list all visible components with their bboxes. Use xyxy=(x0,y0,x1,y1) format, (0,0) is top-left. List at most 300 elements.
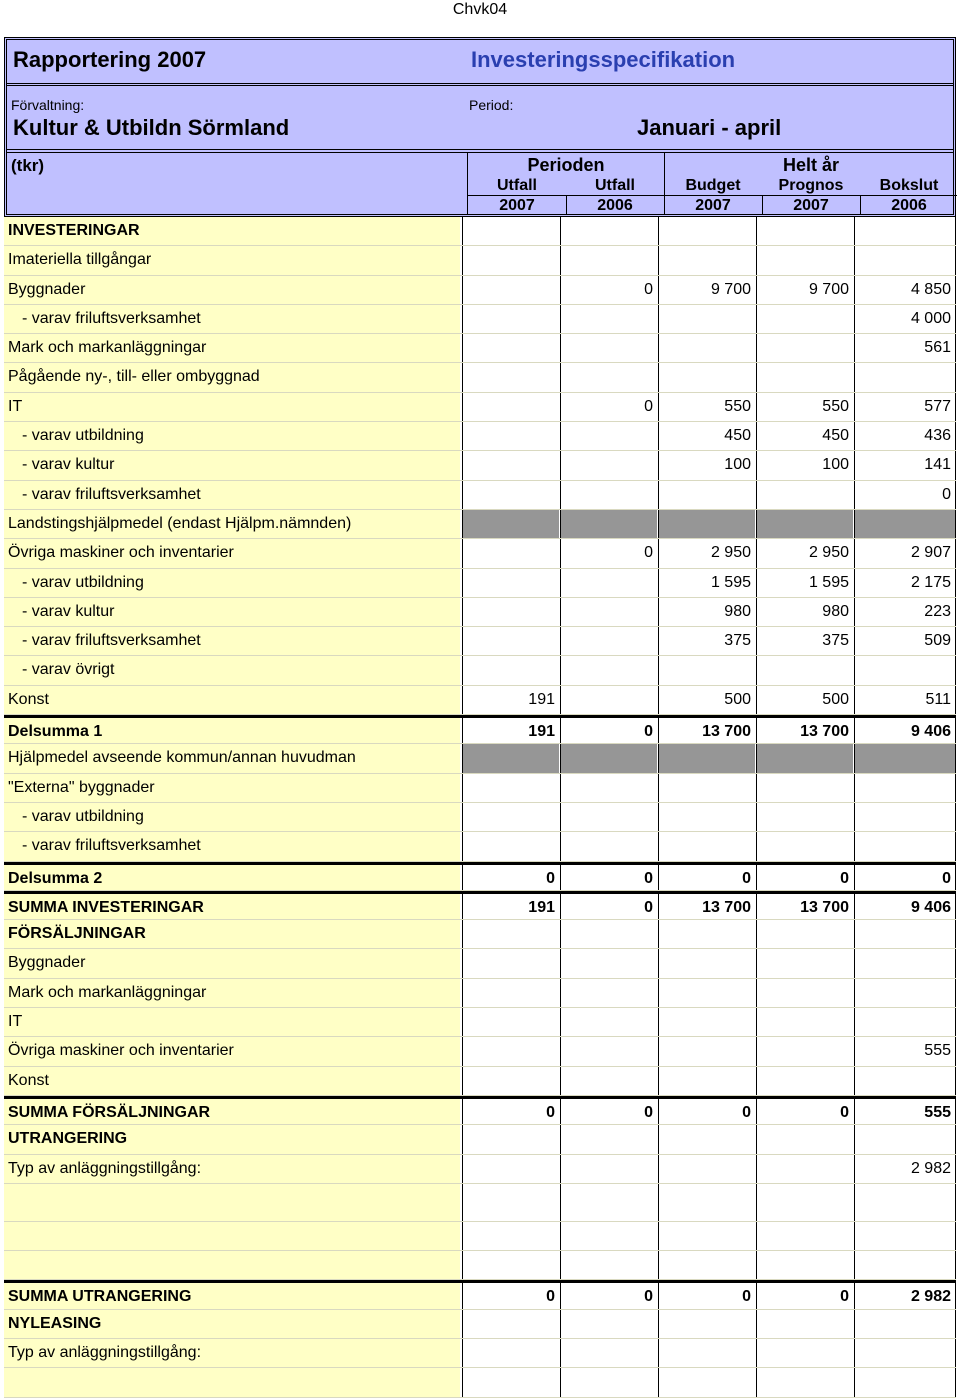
row-label: IT xyxy=(4,1008,460,1036)
row-label: UTRANGERING xyxy=(4,1125,460,1153)
table-cell[interactable] xyxy=(462,744,559,772)
table-row xyxy=(4,1368,956,1397)
col-header-year: 2007 xyxy=(695,197,731,214)
table-cell[interactable] xyxy=(854,1222,956,1250)
table-cell[interactable] xyxy=(462,598,559,626)
row-cells xyxy=(462,246,956,274)
row-label: Landstingshjälpmedel (endast Hjälpm.nämnden) xyxy=(4,510,460,538)
table-cell[interactable] xyxy=(854,1067,956,1095)
row-cells xyxy=(462,656,956,684)
table-row xyxy=(4,481,956,510)
table-cell[interactable]: 2 950 xyxy=(658,539,755,567)
table-cell[interactable] xyxy=(560,803,657,831)
table-cell[interactable] xyxy=(658,1155,755,1183)
table-cell[interactable]: 0 xyxy=(854,481,956,509)
table-cell[interactable] xyxy=(462,656,559,684)
table-cell[interactable] xyxy=(756,1251,853,1279)
row-cells xyxy=(462,865,956,890)
table-cell[interactable]: 550 xyxy=(658,393,755,421)
table-cell[interactable]: 13 700 xyxy=(658,894,755,919)
table-cell[interactable]: 0 xyxy=(560,865,657,890)
col-header-name: Prognos xyxy=(778,177,844,194)
row-cells xyxy=(462,949,956,977)
table-cell[interactable]: 450 xyxy=(658,422,755,450)
row-label: - varav friluftsverksamhet xyxy=(4,305,460,333)
table-cell[interactable] xyxy=(854,774,956,802)
table-cell[interactable] xyxy=(756,979,853,1007)
col-header-name: Bokslut xyxy=(879,177,939,194)
row-cells xyxy=(462,718,956,743)
table-cell[interactable] xyxy=(658,305,755,333)
table-cell[interactable] xyxy=(756,334,853,362)
table-cell[interactable]: 561 xyxy=(854,334,956,362)
table-row xyxy=(4,305,956,334)
table-cell[interactable]: 980 xyxy=(756,598,853,626)
table-cell[interactable] xyxy=(560,569,657,597)
table-cell[interactable] xyxy=(560,1067,657,1095)
table-cell[interactable] xyxy=(560,1368,657,1396)
sheet-tab-title: Chvk04 xyxy=(452,1,508,18)
table-cell[interactable] xyxy=(756,774,853,802)
col-header-year: 2007 xyxy=(499,197,535,214)
table-row xyxy=(4,510,956,539)
table-cell[interactable] xyxy=(854,949,956,977)
row-cells xyxy=(462,1368,956,1396)
table-cell[interactable]: 555 xyxy=(854,1037,956,1065)
row-cells xyxy=(462,1283,956,1308)
table-row xyxy=(4,803,956,832)
table-cell[interactable] xyxy=(756,217,853,245)
header-divider xyxy=(468,195,957,196)
table-cell[interactable] xyxy=(756,1037,853,1065)
table-cell[interactable]: 0 xyxy=(560,718,657,743)
table-cell[interactable] xyxy=(462,276,559,304)
table-cell[interactable]: 1 595 xyxy=(658,569,755,597)
table-cell[interactable] xyxy=(560,832,657,860)
forvaltning-label: Förvaltning: xyxy=(11,97,85,113)
row-label: - varav friluftsverksamhet xyxy=(4,481,460,509)
table-cell[interactable] xyxy=(756,832,853,860)
table-cell[interactable] xyxy=(658,1310,755,1338)
table-cell[interactable]: 9 406 xyxy=(854,718,956,743)
table-cell[interactable] xyxy=(658,217,755,245)
table-cell[interactable] xyxy=(560,774,657,802)
table-cell[interactable] xyxy=(462,979,559,1007)
table-cell[interactable]: 0 xyxy=(560,1099,657,1124)
table-cell[interactable] xyxy=(658,1008,755,1036)
table-cell[interactable] xyxy=(462,510,559,538)
table-cell[interactable] xyxy=(756,1125,853,1153)
row-label: Hjälpmedel avseende kommun/annan huvudman xyxy=(4,744,460,772)
row-cells xyxy=(462,744,956,772)
row-label xyxy=(4,1368,460,1396)
table-cell[interactable] xyxy=(658,920,755,948)
table-cell[interactable] xyxy=(560,1184,657,1221)
report-title: Rapportering 2007 xyxy=(13,47,207,72)
table-cell[interactable]: 500 xyxy=(658,686,755,714)
table-cell[interactable] xyxy=(756,1310,853,1338)
table-cell[interactable] xyxy=(462,1155,559,1183)
table-cell[interactable]: 500 xyxy=(756,686,853,714)
table-cell[interactable] xyxy=(462,363,559,391)
table-cell[interactable] xyxy=(756,1155,853,1183)
table-cell[interactable] xyxy=(756,1008,853,1036)
table-cell[interactable] xyxy=(560,979,657,1007)
row-cells xyxy=(462,422,956,450)
table-cell[interactable]: 0 xyxy=(560,1283,657,1308)
table-cell[interactable] xyxy=(756,920,853,948)
col-header-name: Budget xyxy=(685,177,741,194)
table-cell[interactable] xyxy=(560,744,657,772)
table-cell[interactable]: 191 xyxy=(462,894,559,919)
table-cell[interactable] xyxy=(658,481,755,509)
table-cell[interactable] xyxy=(658,1251,755,1279)
table-cell[interactable] xyxy=(756,510,853,538)
row-label: Delsumma 2 xyxy=(4,865,460,890)
row-cells xyxy=(462,832,956,860)
table-cell[interactable] xyxy=(462,774,559,802)
col-header-year: 2006 xyxy=(597,197,633,214)
table-cell[interactable] xyxy=(560,1339,657,1367)
table-cell[interactable] xyxy=(854,1368,956,1396)
row-label: Mark och markanläggningar xyxy=(4,334,460,362)
table-cell[interactable]: 0 xyxy=(462,865,559,890)
table-cell[interactable] xyxy=(756,1184,853,1221)
table-cell[interactable] xyxy=(658,334,755,362)
table-cell[interactable] xyxy=(560,1310,657,1338)
row-label: "Externa" byggnader xyxy=(4,774,460,802)
table-cell[interactable]: 509 xyxy=(854,627,956,655)
table-row xyxy=(4,1280,956,1309)
col-header-year: 2007 xyxy=(793,197,829,214)
table-cell[interactable]: 2 982 xyxy=(854,1283,956,1308)
table-cell[interactable]: 0 xyxy=(658,865,755,890)
table-cell[interactable] xyxy=(854,1184,956,1221)
row-cells xyxy=(462,481,956,509)
table-row xyxy=(4,774,956,803)
table-cell[interactable]: 0 xyxy=(462,1099,559,1124)
table-cell[interactable] xyxy=(560,686,657,714)
table-cell[interactable] xyxy=(756,744,853,772)
table-cell[interactable] xyxy=(462,1067,559,1095)
table-cell[interactable] xyxy=(462,832,559,860)
row-label: Konst xyxy=(4,1067,460,1095)
table-cell[interactable] xyxy=(854,744,956,772)
table-cell[interactable] xyxy=(658,1184,755,1221)
row-label: Pågående ny-, till- eller ombyggnad xyxy=(4,363,460,391)
table-cell[interactable] xyxy=(854,1125,956,1153)
table-cell[interactable]: 2 175 xyxy=(854,569,956,597)
table-cell[interactable]: 0 xyxy=(756,1283,853,1308)
table-cell[interactable] xyxy=(462,569,559,597)
table-cell[interactable]: 0 xyxy=(462,1283,559,1308)
row-cells xyxy=(462,276,956,304)
table-cell[interactable]: 141 xyxy=(854,451,956,479)
report-header xyxy=(4,37,956,217)
table-row xyxy=(4,1008,956,1037)
table-cell[interactable] xyxy=(854,832,956,860)
table-cell[interactable] xyxy=(462,305,559,333)
table-cell[interactable] xyxy=(560,217,657,245)
table-row xyxy=(4,569,956,598)
table-cell[interactable] xyxy=(756,1368,853,1396)
row-label: FÖRSÄLJNINGAR xyxy=(4,920,460,948)
table-cell[interactable]: 555 xyxy=(854,1099,956,1124)
row-label: NYLEASING xyxy=(4,1310,460,1338)
table-cell[interactable] xyxy=(854,246,956,274)
table-cell[interactable] xyxy=(560,1251,657,1279)
table-cell[interactable] xyxy=(560,920,657,948)
table-cell[interactable] xyxy=(560,1222,657,1250)
table-cell[interactable] xyxy=(462,1310,559,1338)
row-cells xyxy=(462,1125,956,1153)
table-row xyxy=(4,1155,956,1184)
row-label: Övriga maskiner och inventarier xyxy=(4,539,460,567)
row-cells xyxy=(462,363,956,391)
table-row xyxy=(4,891,956,920)
table-cell[interactable] xyxy=(560,451,657,479)
table-cell[interactable] xyxy=(854,979,956,1007)
row-cells xyxy=(462,1155,956,1183)
table-cell[interactable] xyxy=(560,481,657,509)
table-cell[interactable]: 0 xyxy=(756,1099,853,1124)
table-cell[interactable] xyxy=(854,1008,956,1036)
table-row xyxy=(4,393,956,422)
table-row xyxy=(4,598,956,627)
table-cell[interactable] xyxy=(560,334,657,362)
table-cell[interactable] xyxy=(854,803,956,831)
row-label: Byggnader xyxy=(4,276,460,304)
table-cell[interactable] xyxy=(462,1184,559,1221)
row-label: SUMMA UTRANGERING xyxy=(4,1283,460,1308)
table-cell[interactable]: 100 xyxy=(756,451,853,479)
table-cell[interactable]: 0 xyxy=(560,539,657,567)
table-cell[interactable] xyxy=(462,393,559,421)
row-cells xyxy=(462,979,956,1007)
table-cell[interactable]: 577 xyxy=(854,393,956,421)
table-cell[interactable] xyxy=(462,1222,559,1250)
table-cell[interactable] xyxy=(756,246,853,274)
row-cells xyxy=(462,1251,956,1279)
table-row xyxy=(4,1251,956,1280)
table-cell[interactable]: 191 xyxy=(462,686,559,714)
table-cell[interactable] xyxy=(560,305,657,333)
table-cell[interactable] xyxy=(560,422,657,450)
table-cell[interactable] xyxy=(658,363,755,391)
table-cell[interactable] xyxy=(462,539,559,567)
row-label: Övriga maskiner och inventarier xyxy=(4,1037,460,1065)
table-cell[interactable] xyxy=(658,832,755,860)
table-cell[interactable] xyxy=(560,627,657,655)
table-row xyxy=(4,832,956,861)
table-cell[interactable] xyxy=(756,803,853,831)
table-cell[interactable] xyxy=(560,1037,657,1065)
table-row xyxy=(4,246,956,275)
table-cell[interactable]: 2 950 xyxy=(756,539,853,567)
table-cell[interactable] xyxy=(854,1251,956,1279)
table-cell[interactable]: 1 595 xyxy=(756,569,853,597)
table-cell[interactable] xyxy=(854,510,956,538)
row-label: - varav utbildning xyxy=(4,422,460,450)
row-label: Konst xyxy=(4,686,460,714)
table-cell[interactable]: 0 xyxy=(560,894,657,919)
table-cell[interactable] xyxy=(854,363,956,391)
table-cell[interactable]: 4 000 xyxy=(854,305,956,333)
table-cell[interactable] xyxy=(854,1339,956,1367)
row-label: SUMMA INVESTERINGAR xyxy=(4,894,460,919)
table-cell[interactable]: 223 xyxy=(854,598,956,626)
table-row xyxy=(4,217,956,246)
table-cell[interactable] xyxy=(658,1222,755,1250)
table-row xyxy=(4,686,956,715)
row-cells xyxy=(462,305,956,333)
table-cell[interactable] xyxy=(462,1339,559,1367)
table-cell[interactable] xyxy=(462,217,559,245)
table-cell[interactable] xyxy=(658,1368,755,1396)
table-cell[interactable] xyxy=(560,246,657,274)
table-cell[interactable] xyxy=(658,949,755,977)
row-cells xyxy=(462,451,956,479)
row-label xyxy=(4,1184,460,1221)
table-cell[interactable]: 0 xyxy=(560,276,657,304)
table-cell[interactable] xyxy=(560,1125,657,1153)
table-row xyxy=(4,363,956,392)
table-cell[interactable] xyxy=(560,363,657,391)
table-cell[interactable]: 980 xyxy=(658,598,755,626)
table-cell[interactable] xyxy=(756,1067,853,1095)
table-cell[interactable]: 13 700 xyxy=(756,718,853,743)
row-label: INVESTERINGAR xyxy=(4,217,460,245)
table-cell[interactable] xyxy=(560,1155,657,1183)
table-row xyxy=(4,627,956,656)
table-cell[interactable] xyxy=(756,305,853,333)
table-cell[interactable]: 550 xyxy=(756,393,853,421)
table-cell[interactable] xyxy=(462,627,559,655)
row-cells xyxy=(462,539,956,567)
row-label: - varav övrigt xyxy=(4,656,460,684)
row-label: - varav kultur xyxy=(4,598,460,626)
table-cell[interactable] xyxy=(560,510,657,538)
table-cell[interactable]: 436 xyxy=(854,422,956,450)
table-row xyxy=(4,1096,956,1125)
table-cell[interactable] xyxy=(658,774,755,802)
col-header-name: Utfall xyxy=(595,177,635,194)
forvaltning-value: Kultur & Utbildn Sörmland xyxy=(13,115,290,140)
table-cell[interactable] xyxy=(756,1222,853,1250)
table-cell[interactable] xyxy=(756,363,853,391)
table-row xyxy=(4,334,956,363)
row-label: - varav utbildning xyxy=(4,569,460,597)
table-cell[interactable] xyxy=(560,949,657,977)
table-row xyxy=(4,715,956,744)
table-cell[interactable]: 9 700 xyxy=(658,276,755,304)
table-cell[interactable] xyxy=(462,949,559,977)
table-cell[interactable]: 2 907 xyxy=(854,539,956,567)
table-cell[interactable] xyxy=(756,656,853,684)
table-cell[interactable]: 450 xyxy=(756,422,853,450)
table-row xyxy=(4,451,956,480)
table-cell[interactable] xyxy=(658,803,755,831)
table-cell[interactable] xyxy=(658,1037,755,1065)
table-cell[interactable] xyxy=(756,949,853,977)
table-row xyxy=(4,1310,956,1339)
table-cell[interactable]: 375 xyxy=(658,627,755,655)
table-cell[interactable]: 0 xyxy=(560,393,657,421)
table-cell[interactable] xyxy=(658,1067,755,1095)
table-cell[interactable] xyxy=(462,451,559,479)
row-label: Typ av anläggningstillgång: xyxy=(4,1155,460,1183)
table-cell[interactable] xyxy=(462,1125,559,1153)
table-cell[interactable]: 0 xyxy=(658,1099,755,1124)
table-cell[interactable]: 13 700 xyxy=(658,718,755,743)
table-cell[interactable] xyxy=(756,1339,853,1367)
table-cell[interactable] xyxy=(658,656,755,684)
table-cell[interactable] xyxy=(658,979,755,1007)
table-cell[interactable] xyxy=(658,1125,755,1153)
table-cell[interactable] xyxy=(462,1008,559,1036)
table-cell[interactable] xyxy=(658,1339,755,1367)
table-cell[interactable] xyxy=(560,598,657,626)
table-cell[interactable]: 0 xyxy=(756,865,853,890)
row-cells xyxy=(462,920,956,948)
table-cell[interactable] xyxy=(658,246,755,274)
row-label: - varav friluftsverksamhet xyxy=(4,832,460,860)
period-value: Januari - april xyxy=(637,115,782,140)
table-cell[interactable]: 375 xyxy=(756,627,853,655)
table-cell[interactable]: 9 700 xyxy=(756,276,853,304)
table-cell[interactable] xyxy=(854,1310,956,1338)
table-cell[interactable] xyxy=(462,481,559,509)
table-cell[interactable]: 9 406 xyxy=(854,894,956,919)
table-cell[interactable] xyxy=(462,1251,559,1279)
table-cell[interactable]: 2 982 xyxy=(854,1155,956,1183)
table-row xyxy=(4,862,956,891)
period-label: Period: xyxy=(469,97,514,113)
table-cell[interactable]: 4 850 xyxy=(854,276,956,304)
row-cells xyxy=(462,334,956,362)
table-row xyxy=(4,1222,956,1251)
table-cell[interactable] xyxy=(658,510,755,538)
table-row xyxy=(4,276,956,305)
table-cell[interactable]: 100 xyxy=(658,451,755,479)
table-cell[interactable] xyxy=(462,1368,559,1396)
table-cell[interactable] xyxy=(854,656,956,684)
table-cell[interactable]: 0 xyxy=(854,865,956,890)
table-cell[interactable] xyxy=(462,1037,559,1065)
table-cell[interactable] xyxy=(462,920,559,948)
row-cells xyxy=(462,1037,956,1065)
table-cell[interactable] xyxy=(560,656,657,684)
table-cell[interactable]: 511 xyxy=(854,686,956,714)
table-cell[interactable] xyxy=(854,920,956,948)
table-cell[interactable] xyxy=(854,217,956,245)
table-cell[interactable]: 13 700 xyxy=(756,894,853,919)
table-cell[interactable] xyxy=(756,481,853,509)
row-label xyxy=(4,1251,460,1279)
row-label: - varav friluftsverksamhet xyxy=(4,627,460,655)
table-cell[interactable] xyxy=(462,422,559,450)
table-cell[interactable] xyxy=(462,803,559,831)
table-cell[interactable] xyxy=(462,246,559,274)
table-cell[interactable]: 191 xyxy=(462,718,559,743)
table-cell[interactable] xyxy=(462,334,559,362)
row-label: Imateriella tillgångar xyxy=(4,246,460,274)
row-cells xyxy=(462,627,956,655)
table-cell[interactable] xyxy=(658,744,755,772)
table-cell[interactable]: 0 xyxy=(658,1283,755,1308)
table-row xyxy=(4,656,956,685)
table-cell[interactable] xyxy=(560,1008,657,1036)
